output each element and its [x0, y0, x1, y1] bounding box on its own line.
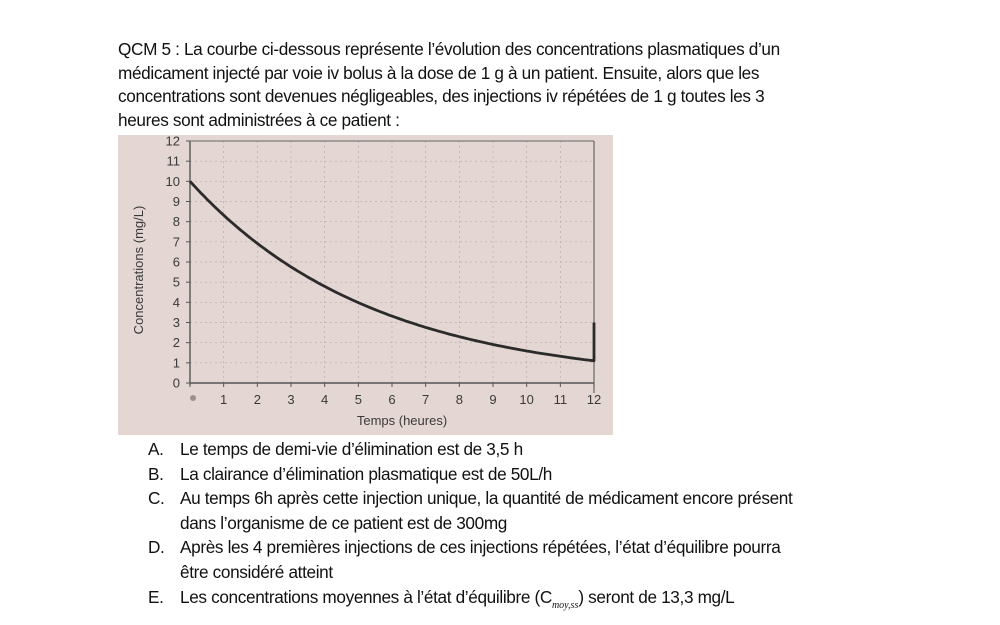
x-tick-label: 4: [321, 392, 329, 407]
x-axis-label: Temps (heures): [356, 413, 448, 428]
question-text: [118, 38, 888, 132]
y-tick-label: 5: [172, 274, 180, 290]
question-line: heures sont administrées à ce patient :: [118, 109, 400, 130]
option-letter: C.: [148, 488, 165, 509]
x-tick-label: 10: [519, 392, 534, 407]
x-tick-label: 6: [388, 392, 396, 407]
x-tick-label: 12: [586, 392, 602, 407]
option-text: La clairance d’élimination plasmatique est de 50L/h: [180, 463, 552, 484]
origin-mark: [190, 395, 196, 401]
x-tick-label: 3: [287, 392, 295, 407]
option-text: Le temps de demi-vie d’élimination est de 3,5 h: [180, 439, 523, 459]
option-text-cont: être considéré atteint: [180, 561, 333, 582]
option-text-after: ) seront de 13,3 mg/L: [578, 586, 735, 607]
y-tick-label: 4: [172, 294, 180, 310]
option-text: Après les 4 premières injections de ces injections répétées, l’état d’équilibre pourra: [180, 537, 781, 558]
y-tick-label: 9: [172, 194, 180, 209]
question-line: QCM 5 : La courbe ci-dessous représente l’évolution des concentrations plasmatiques d’un: [118, 39, 780, 59]
option-e[interactable]: [148, 585, 908, 619]
y-tick-label: 0: [172, 375, 180, 391]
y-tick-label: 2: [172, 335, 180, 351]
y-tick-label: 10: [165, 173, 180, 189]
option-letter: B.: [148, 463, 164, 484]
concentration-chart: [118, 135, 613, 435]
y-tick-label: 11: [166, 153, 180, 169]
x-tick-label: 9: [489, 392, 497, 407]
question-line: médicament injecté par voie iv bolus à la dose de 1 g à un patient. Ensuite, alors que les: [118, 62, 760, 83]
y-tick-label: 1: [172, 355, 180, 371]
x-tick-label: 5: [354, 392, 362, 407]
x-tick-label: 1: [220, 392, 228, 407]
x-tick-label: 8: [455, 392, 463, 407]
x-tick-label: 11: [553, 392, 568, 407]
option-d[interactable]: [148, 535, 908, 584]
option-c[interactable]: [148, 486, 908, 535]
option-letter: A.: [148, 439, 164, 459]
y-axis-label: Concentrations (mg/L): [131, 205, 146, 335]
option-text-cont: dans l’organisme de ce patient est de 300mg: [180, 512, 508, 533]
y-tick-label: 6: [172, 254, 180, 270]
option-letter: E.: [148, 586, 164, 607]
answer-options: [148, 437, 908, 618]
y-tick-label: 7: [172, 234, 180, 250]
y-tick-label: 3: [172, 315, 180, 330]
option-a[interactable]: [148, 437, 908, 462]
y-tick-label: 8: [172, 214, 180, 230]
chart-svg: [118, 135, 613, 435]
x-tick-label: 2: [253, 392, 261, 407]
option-letter: D.: [148, 537, 165, 558]
y-tick-label: 12: [165, 135, 180, 149]
x-tick-label: 7: [422, 392, 430, 407]
option-b[interactable]: [148, 462, 908, 487]
subscript: moy,ss: [551, 599, 579, 611]
question-line: concentrations sont devenues négligeables, des injections iv répétées de 1 g toutes les 3: [118, 86, 765, 106]
option-text: Les concentrations moyennes à l’état d’équilibre (C: [180, 586, 552, 607]
option-text: Au temps 6h après cette injection unique, la quantité de médicament encore présent: [180, 488, 793, 509]
